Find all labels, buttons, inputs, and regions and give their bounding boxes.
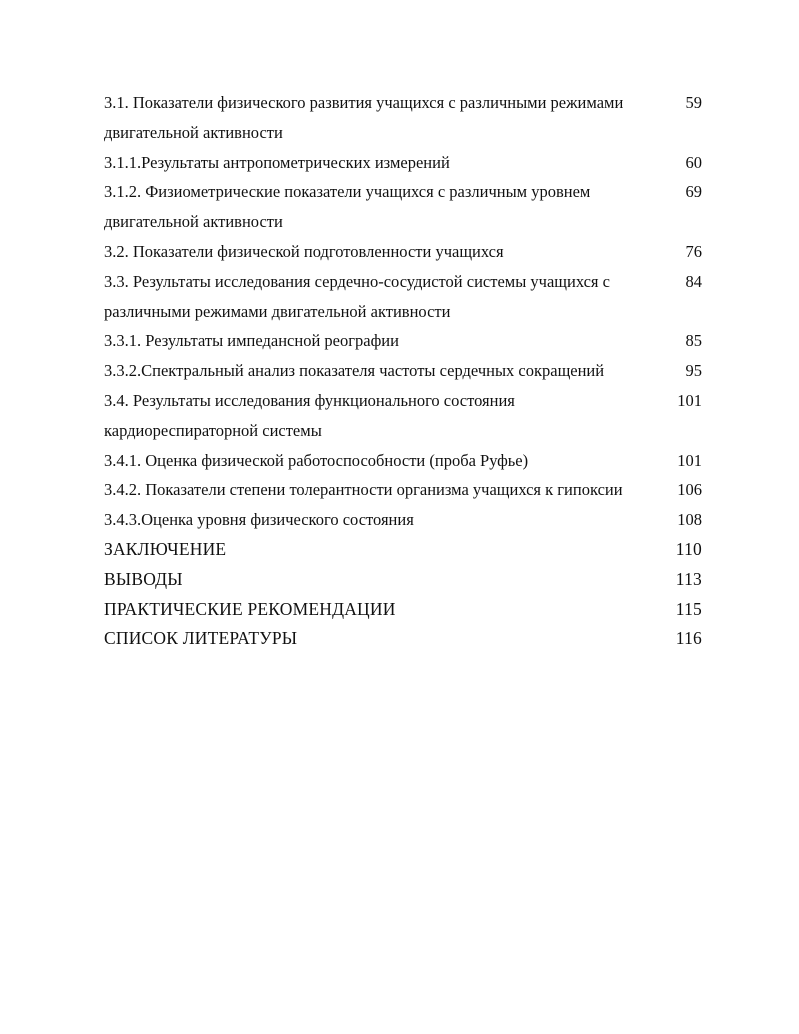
table-of-contents [104,88,710,654]
toc-entry-title: СПИСОК ЛИТЕРАТУРЫ [104,628,298,649]
toc-entry-title: 3.1.1.Результаты антропометрических измерений [104,152,450,172]
toc-entry-title: ПРАКТИЧЕСКИЕ РЕКОМЕНДАЦИИ [104,598,396,619]
toc-entry-page: 69 [685,182,702,202]
toc-entry-title: 3.1. Показатели физического развития учащихся с различными режимами двигательной активности [104,93,624,142]
toc-entry-page: 101 [677,450,702,470]
toc-entry-title: 3.4.2. Показатели степени толерантности организма учащихся к гипоксии [104,480,623,500]
toc-entry-3-4 [104,386,710,446]
toc-entry-title: 3.1.2. Физиометрические показатели учащихся с различным уровнем двигательной активности [104,182,591,232]
toc-entry-3-3 [104,267,710,327]
toc-entry-page: 116 [675,628,702,649]
toc-entry-3-3-1 [104,326,710,356]
toc-entry-page: 113 [675,568,702,589]
toc-entry-conclusion [104,535,710,565]
toc-entry-title: ВЫВОДЫ [104,568,183,589]
toc-entry-title: 3.2. Показатели физической подготовленности учащихся [104,241,504,261]
toc-entry-3-1-2 [104,177,710,237]
toc-entry-3-2 [104,237,710,267]
toc-entry-3-4-2 [104,475,710,505]
toc-entry-3-4-1 [104,446,710,476]
toc-entry-title: 3.3. Результаты исследования сердечно-сосудистой системы учащихся с различными режимами двигательной активности [104,271,610,321]
toc-entry-3-1-1 [104,148,710,178]
toc-entry-title: 3.4.3.Оценка уровня физического состояния [104,510,414,530]
toc-entry-page: 101 [677,390,702,410]
toc-entry-page: 106 [677,480,702,500]
toc-entry-page: 59 [685,93,702,112]
toc-entry-3-4-3 [104,505,710,535]
toc-entry-page: 84 [685,271,702,291]
toc-entry-page: 60 [685,152,702,172]
toc-entry-page: 95 [685,361,702,381]
toc-entry-page: 76 [685,241,702,261]
toc-entry-3-1 [104,88,710,148]
toc-entry-title: ЗАКЛЮЧЕНИЕ [104,538,227,559]
toc-entry-references [104,624,710,654]
toc-entry-recommendations [104,595,710,625]
toc-entry-page: 108 [677,510,702,530]
toc-entry-title: 3.3.1. Результаты импедансной реографии [104,331,399,351]
toc-entry-page: 115 [675,598,702,619]
toc-entry-title: 3.4. Результаты исследования функционального состояния кардиореспираторной системы [104,390,515,440]
toc-entry-3-3-2 [104,356,710,386]
toc-entry-page: 110 [675,538,702,559]
toc-entry-title: 3.4.1. Оценка физической работоспособности (проба Руфье) [104,450,529,470]
toc-entry-findings [104,565,710,595]
toc-entry-title: 3.3.2.Спектральный анализ показателя частоты сердечных сокращений [104,361,605,381]
toc-entry-page: 85 [685,331,702,351]
